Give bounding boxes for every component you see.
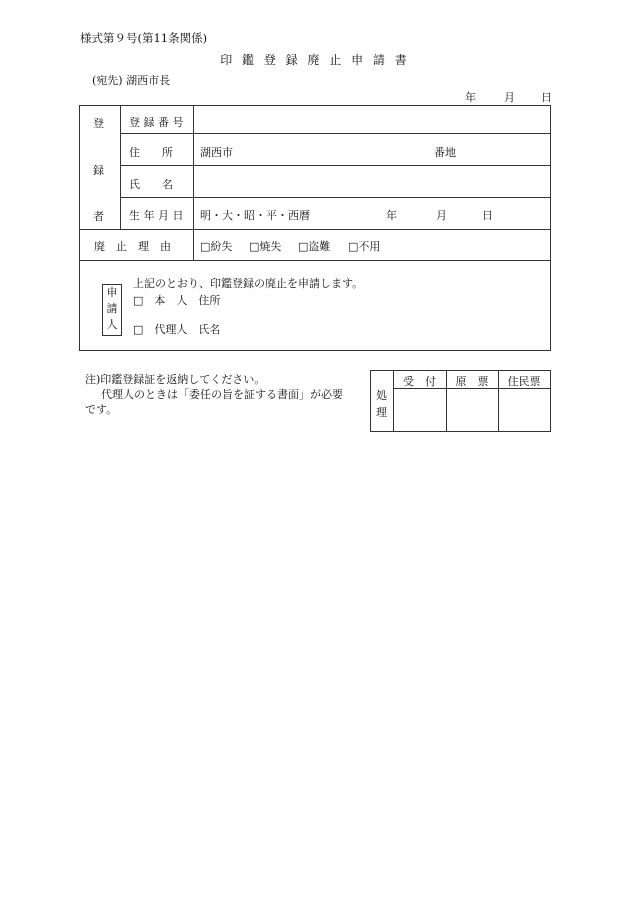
registrant-group-char-2: 録: [93, 164, 104, 177]
registrant-group-char-1: 登: [93, 117, 104, 130]
column-original-record: 原 票: [455, 375, 489, 388]
era-options: 明・大・昭・平・西暦: [200, 209, 310, 222]
applicant-self-address[interactable]: □ 本 人 住所: [133, 294, 221, 307]
address-city: 湖西市: [200, 146, 233, 159]
applicant-char-3: 人: [106, 318, 118, 331]
date-day: 日: [541, 91, 552, 104]
reason-option-unneeded[interactable]: □不用: [348, 240, 381, 253]
date-year: 年: [465, 91, 476, 104]
applicant-agent-name[interactable]: □ 代理人 氏名: [133, 323, 221, 336]
office-use-char-2: 理: [376, 406, 387, 419]
name-label: 氏 名: [129, 178, 173, 191]
address-lot: 番地: [434, 146, 456, 159]
date-month: 月: [504, 91, 515, 104]
birth-month-unit: 月: [436, 209, 447, 222]
form-number: 様式第９号(第11条関係): [80, 31, 208, 45]
applicant-statement: 上記のとおり、印鑑登録の廃止を申請します。: [133, 277, 364, 290]
note-line-2: 代理人のときは「委任の旨を証する書面」が必要: [101, 388, 343, 401]
name-field[interactable]: [196, 169, 546, 193]
reason-option-burned[interactable]: □焼失: [249, 240, 282, 253]
birthdate-label: 生 年 月 日: [129, 209, 184, 222]
registration-number-label: 登 録 番 号: [129, 116, 184, 129]
reason-option-lost[interactable]: □紛失: [200, 240, 233, 253]
note-line-3: です。: [85, 403, 118, 416]
address-label: 住 所: [129, 146, 173, 159]
reason-option-stolen[interactable]: □盗難: [298, 240, 331, 253]
note-line-1: 注)印鑑登録証を返納してください。: [85, 373, 266, 386]
column-resident-record: 住民票: [507, 375, 541, 388]
registration-number-field[interactable]: [196, 108, 546, 130]
registrant-group-char-3: 者: [93, 210, 104, 223]
reason-label: 廃 止 理 由: [94, 240, 171, 253]
applicant-char-1: 申: [106, 286, 118, 299]
application-form-table: [79, 105, 551, 351]
column-received: 受 付: [403, 375, 436, 388]
birth-day-unit: 日: [482, 209, 493, 222]
notes: [85, 372, 343, 417]
birth-year-unit: 年: [386, 209, 397, 222]
office-use-char-1: 処: [376, 389, 387, 402]
applicant-box: [102, 284, 122, 336]
date-line: [465, 89, 552, 105]
applicant-char-2: 請: [106, 302, 118, 315]
addressee: (宛先) 湖西市長: [92, 74, 171, 87]
document-title: 印 鑑 登 録 廃 止 申 請 書: [220, 53, 410, 67]
office-use-table: [370, 370, 551, 432]
